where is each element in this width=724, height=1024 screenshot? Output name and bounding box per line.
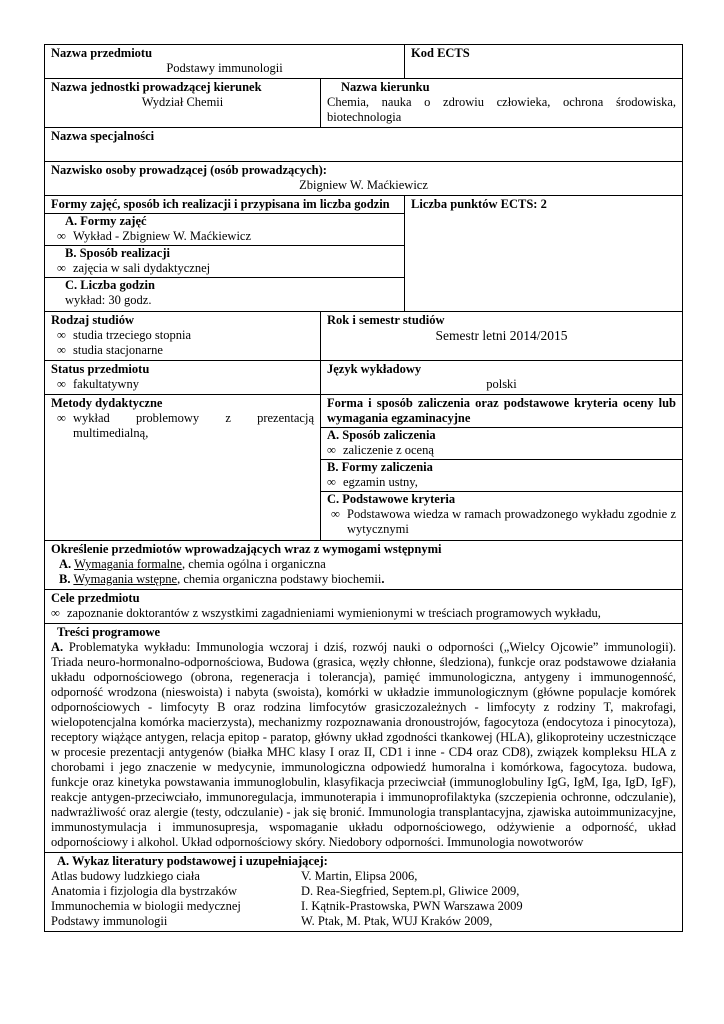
cell-kod-ects bbox=[405, 45, 683, 79]
nazwa-przedmiotu-label: Nazwa przedmiotu bbox=[51, 46, 153, 60]
tresci-label: Treści programowe bbox=[57, 625, 161, 639]
cell-tresci bbox=[45, 624, 683, 853]
zaliczenie-a-item: ∞ zaliczenie z oceną bbox=[327, 443, 434, 457]
zaliczenie-b-label: B. Formy zaliczenia bbox=[327, 460, 433, 474]
bullet-icon: ∞ bbox=[327, 443, 336, 457]
formy-c-label: C. Liczba godzin bbox=[65, 278, 155, 292]
literatura-item: Immunochemia w biologii medycznej I. Kątnik-Prastowska, PWN Warszawa 2009 bbox=[51, 899, 523, 913]
syllabus-table bbox=[44, 44, 683, 932]
wymagania-wstepne-link: Wymagania wstępne bbox=[73, 572, 178, 586]
row-specjalnosc bbox=[45, 128, 683, 162]
literatura-item: Atlas budowy ludzkiego ciała V. Martin, Elipsa 2006, bbox=[51, 869, 418, 883]
bullet-icon: ∞ bbox=[57, 411, 66, 425]
formy-a-item: ∞ Wykład - Zbigniew W. Maćkiewicz bbox=[57, 229, 252, 243]
cell-ects bbox=[405, 196, 683, 312]
cell-literatura bbox=[45, 853, 683, 932]
wymagania-label: Określenie przedmiotów wprowadzających wraz z wymogami wstępnymi bbox=[51, 542, 442, 556]
literatura-item: Anatomia i fizjologia dla bystrzaków D. Rea-Siegfried, Septem.pl, Gliwice 2009, bbox=[51, 884, 520, 898]
kierunek-value: Chemia, nauka o zdrowiu człowieka, ochrona środowiska, biotechnologia bbox=[327, 95, 677, 124]
formy-a-label: A. Formy zajęć bbox=[65, 214, 147, 228]
kierunek-label: Nazwa kierunku bbox=[341, 80, 430, 94]
prowadzacy-label: Nazwisko osoby prowadzącej (osób prowadzących): bbox=[51, 163, 327, 177]
cell-kierunek bbox=[321, 79, 683, 128]
row-status-jezyk bbox=[45, 361, 683, 395]
rodzaj-item-2: ∞ studia stacjonarne bbox=[57, 343, 163, 357]
cell-prowadzacy bbox=[45, 162, 683, 196]
jezyk-label: Język wykładowy bbox=[327, 362, 422, 376]
jednostka-value: Wydział Chemii bbox=[141, 95, 224, 109]
cele-label: Cele przedmiotu bbox=[51, 591, 140, 605]
jednostka-label: Nazwa jednostki prowadzącej kierunek bbox=[51, 80, 262, 94]
rok-label: Rok i semestr studiów bbox=[327, 313, 445, 327]
row-prowadzacy bbox=[45, 162, 683, 196]
row-rodzaj-rok bbox=[45, 312, 683, 361]
formy-c-item: wykład: 30 godz. bbox=[65, 293, 152, 307]
zaliczenie-b-item: ∞ egzamin ustny, bbox=[327, 475, 418, 489]
row-formy bbox=[45, 196, 683, 312]
zaliczenie-c-label: C. Podstawowe kryteria bbox=[327, 492, 456, 506]
bullet-icon: ∞ bbox=[327, 475, 336, 489]
cell-jednostka bbox=[45, 79, 321, 128]
formy-b-item: ∞ zajęcia w sali dydaktycznej bbox=[57, 261, 211, 275]
cell-metody bbox=[45, 395, 321, 541]
nazwa-przedmiotu-value: Podstawy immunologii bbox=[166, 61, 283, 75]
row-tresci bbox=[45, 624, 683, 853]
bullet-icon: ∞ bbox=[57, 261, 66, 275]
bullet-icon: ∞ bbox=[57, 328, 66, 342]
cell-cele bbox=[45, 590, 683, 624]
literatura-label: A. Wykaz literatury podstawowej i uzupełniającej: bbox=[57, 854, 328, 868]
cell-rok bbox=[321, 312, 683, 361]
ects-label: Liczba punktów ECTS: 2 bbox=[411, 197, 547, 211]
zaliczenie-a-label: A. Sposób zaliczenia bbox=[327, 428, 436, 442]
jezyk-value: polski bbox=[486, 377, 517, 391]
zaliczenie-label: Forma i sposób zaliczenia oraz podstawowe kryteria oceny lub wymagania egzaminacyjne bbox=[327, 396, 677, 425]
formy-b-label: B. Sposób realizacji bbox=[65, 246, 170, 260]
cell-formy bbox=[45, 196, 405, 312]
bullet-icon: ∞ bbox=[331, 507, 340, 521]
row-nazwa-przedmiotu bbox=[45, 45, 683, 79]
row-wymagania bbox=[45, 541, 683, 590]
wymagania-formalne-link: Wymagania formalne bbox=[74, 557, 182, 571]
cell-jezyk bbox=[321, 361, 683, 395]
prowadzacy-value: Zbigniew W. Maćkiewicz bbox=[299, 178, 428, 192]
metody-item: ∞ wykład problemowy z prezentacją multimedialną, bbox=[57, 411, 314, 440]
cell-status bbox=[45, 361, 321, 395]
row-literatura bbox=[45, 853, 683, 932]
zaliczenie-c-item: ∞ Podstawowa wiedza w ramach prowadzonego wykładu zgodnie z wytycznymi bbox=[331, 507, 677, 536]
rodzaj-item-1: ∞ studia trzeciego stopnia bbox=[57, 328, 192, 342]
cele-item: ∞ zapoznanie doktorantów z wszystkimi zagadnieniami wymienionymi w treściach programowych wykładu, bbox=[51, 606, 601, 620]
literatura-item: Podstawy immunologii W. Ptak, M. Ptak, WUJ Kraków 2009, bbox=[51, 914, 493, 928]
cell-rodzaj bbox=[45, 312, 321, 361]
cell-specjalnosc bbox=[45, 128, 683, 162]
kod-ects-label: Kod ECTS bbox=[411, 46, 470, 60]
row-metody-zaliczenie bbox=[45, 395, 683, 541]
formy-label: Formy zajęć, sposób ich realizacji i przypisana im liczba godzin bbox=[51, 197, 390, 211]
specjalnosc-label: Nazwa specjalności bbox=[51, 129, 155, 143]
cell-wymagania bbox=[45, 541, 683, 590]
rodzaj-label: Rodzaj studiów bbox=[51, 313, 134, 327]
rok-value: Semestr letni 2014/2015 bbox=[435, 328, 568, 343]
cell-zaliczenie bbox=[321, 395, 683, 541]
row-jednostka-kierunek bbox=[45, 79, 683, 128]
wymagania-a: A. Wymagania formalne, chemia ogólna i organiczna bbox=[59, 557, 326, 571]
metody-label: Metody dydaktyczne bbox=[51, 396, 163, 410]
cell-nazwa-przedmiotu bbox=[45, 45, 405, 79]
wymagania-b: B. Wymagania wstępne, chemia organiczna podstawy biochemii. bbox=[59, 572, 385, 586]
bullet-icon: ∞ bbox=[51, 606, 60, 620]
status-label: Status przedmiotu bbox=[51, 362, 150, 376]
bullet-icon: ∞ bbox=[57, 377, 66, 391]
bullet-icon: ∞ bbox=[57, 343, 66, 357]
status-item: ∞ fakultatywny bbox=[57, 377, 139, 391]
bullet-icon: ∞ bbox=[57, 229, 66, 243]
tresci-text: A. Problematyka wykładu: Immunologia wczoraj i dziś, rozwój nauki o odporności („Wielcy Ojcowie” immunologii). Triada neuro-hormonalno-odpornościowa, Budowa (grasica, węzły chłonne, śledziona), funkcje oraz podstawowe działania układu odpornościowego (obrona, regeneracja i tolerancja), pamięć immunologiczna, antygeny i immunogenność, odporność wrodzona (nieswoista) i nabyta (swoista), komórki w układzie immunologicznym (główne populacje komórek odpornościowych - limfocyty B oraz rodzina limfocytów grasiczozależnych - limfocyty z rodziny T, makrofagi, wielopotencjalna komórka macierzysta), mechanizmy rozpoznawania dronoustrojów, fagocytoza (endocytoza i pinocytoza), receptory wiążące antygen, relacja epitop - paratop, główny układ zgodności tkankowej (HLA), glikoproteiny uczestniczące w procesie prezentacji antygenów (białka MHC klasy I oraz II, CD1 i inne - CD4 oraz CD8), związek kompleksu HLA z chorobami i jego znaczenie w medycynie, immunologiczna odpowiedź humoralna i komórkowa, fagocytoza. budowa, funkcje oraz kinetyka powstawania immunoglobulin, klasyfikacja przeciwciał (immunoglobuliny IgG, IgM, Iga, IgD, IgF), reakcje antygen-przeciwciało, immunoregulacja, immunoterapia i immunoprofilaktyka (szczepienia ochronne, odczulanie), nadwrażliwość oraz alergie (testy, odczulanie) - jak się bronić. Immunologia transplantacyjna, zjawiska autoimmunizacyjne, immunostymulacja i immunosupresja, wspomaganie układu odpornościowego, odżywienie a odporność, układ odpornościowy i alkohol. Układ odpornościowy skóry. Niedobory odporności. Immunologia nowotworów bbox=[51, 640, 677, 849]
row-cele bbox=[45, 590, 683, 624]
